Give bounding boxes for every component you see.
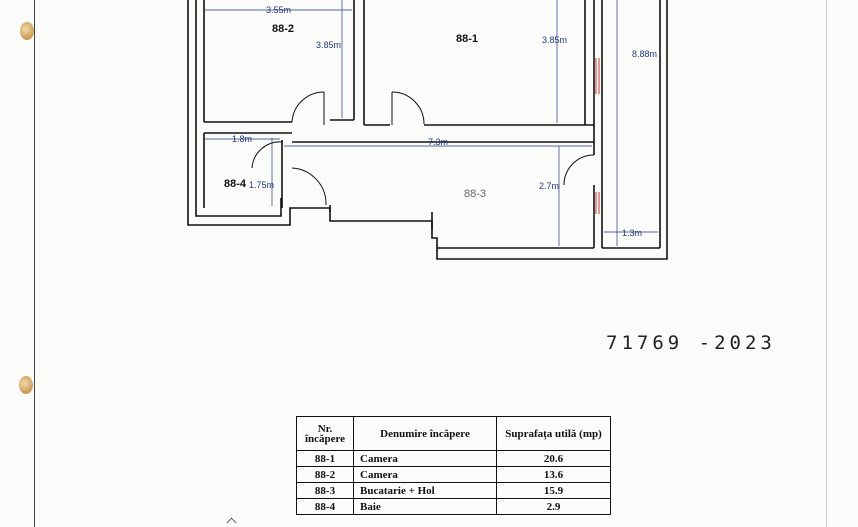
room-label-88-1: 88-1: [456, 33, 479, 45]
cell-area: 15.9: [497, 483, 611, 499]
window-marks: [596, 58, 599, 214]
cell-name: Bucatarie + Hol: [354, 483, 497, 499]
table-header-row: [297, 417, 611, 451]
cell-nr: 88-3: [297, 483, 354, 499]
room-label-88-2: 88-2: [272, 23, 295, 35]
cell-area: 13.6: [497, 467, 611, 483]
dimension-label: 3.85m: [316, 40, 342, 50]
dimension-label: 3.85m: [542, 35, 568, 45]
margin-mark: [227, 518, 237, 527]
cell-area: 2.9: [497, 499, 611, 515]
table-row: [297, 467, 611, 483]
table-row: [297, 451, 611, 467]
room-label-88-4: 88-4: [224, 178, 247, 190]
cell-name: Camera: [354, 467, 497, 483]
cell-nr: 88-4: [297, 499, 354, 515]
registration-number: 71769 -2023: [606, 332, 776, 354]
dimension-label: 3.55m: [266, 5, 292, 15]
room-label-88-3: 88-3: [464, 188, 487, 200]
dimension-label: 8.88m: [632, 49, 658, 59]
dimension-label: 7.3m: [428, 137, 449, 147]
room-area-table: [296, 416, 611, 515]
dimension-lines: [205, 0, 658, 246]
cell-nr: 88-2: [297, 467, 354, 483]
dimension-label: 1.3m: [622, 228, 643, 238]
dimension-label: 1.8m: [232, 134, 253, 144]
dimension-label: 2.7m: [539, 181, 560, 191]
cell-name: Camera: [354, 451, 497, 467]
cell-name: Baie: [354, 499, 497, 515]
floor-plan-walls: [188, 0, 667, 259]
cell-nr: 88-1: [297, 451, 354, 467]
cell-area: 20.6: [497, 451, 611, 467]
dimension-label: 1.75m: [249, 180, 275, 190]
header-area: Suprafața utilă (mp): [497, 417, 611, 451]
table-row: [297, 499, 611, 515]
table-row: [297, 483, 611, 499]
header-nr: Nr. încăpere: [297, 417, 354, 451]
punch-hole-bottom: [19, 376, 33, 394]
header-name: Denumire încăpere: [354, 417, 497, 451]
